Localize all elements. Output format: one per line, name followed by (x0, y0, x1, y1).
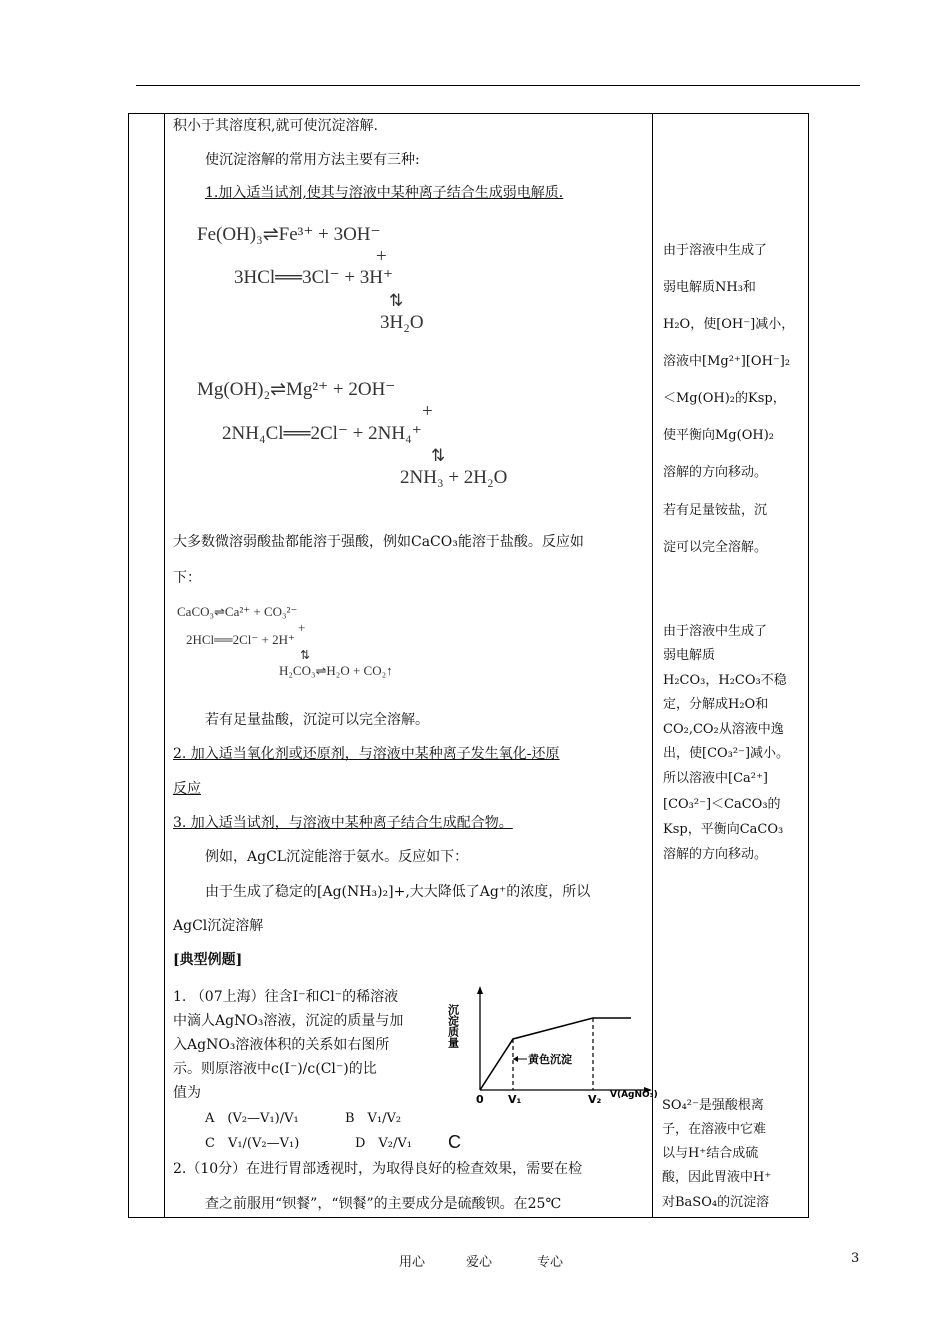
text-line: 由于生成了稳定的[Ag(NH₃)₂]+,大大降低了Ag⁺的浓度，所以 (205, 884, 591, 900)
v1-label: V₁ (508, 1093, 522, 1106)
question-line: 查之前服用“钡餐”，“钡餐”的主要成分是硫酸钡。在25℃ (205, 1196, 562, 1212)
question-line: 2.（10分）在进行胃部透视时，为取得良好的检查效果，需要在检 (173, 1161, 583, 1177)
method-3: 3. 加入适当试剂，与溶液中某种离子结合生成配合物。 (173, 815, 513, 831)
method-2: 2. 加入适当氧化剂或还原剂，与溶液中某种离子发生氧化-还原 (173, 746, 560, 762)
text-line: 使沉淀溶解的常用方法主要有三种: (205, 152, 420, 168)
question-line: 中滴人AgNO₃溶液，沉淀的质量与加 (173, 1013, 404, 1029)
text-line: 若有足量盐酸，沉淀可以完全溶解。 (205, 712, 429, 728)
v2-label: V₂ (588, 1093, 602, 1106)
y-axis-label: 沉淀质量 (446, 1004, 460, 1048)
footer-item: 专心 (537, 1255, 564, 1270)
option-b: B V₁/V₂ (345, 1111, 402, 1126)
question-line: 示。则原溶液中c(I⁻)/c(Cl⁻)的比 (173, 1061, 377, 1077)
answer-mark: C (448, 1132, 461, 1152)
x-axis-label: V(AgNO₃) (610, 1090, 658, 1100)
precipitate-chart (446, 984, 660, 1106)
text-line: 大多数微溶弱酸盐都能溶于强酸，例如CaCO₃能溶于盐酸。反应如 (173, 534, 584, 550)
footer-item: 用心 (399, 1255, 426, 1270)
question-line: 1. （07上海）往含I⁻和Cl⁻的稀溶液 (173, 989, 399, 1005)
text-line: 积小于其溶度积,就可使沉淀溶解. (173, 118, 378, 134)
option-c: C V₁/(V₂—V₁) (205, 1136, 300, 1151)
option-a: A (V₂—V₁)/V₁ (205, 1111, 299, 1126)
method-2-cont: 反应 (173, 781, 201, 797)
method-1: 1.加入适当试剂,使其与溶液中某种离子结合生成弱电解质. (205, 185, 564, 201)
text-line: AgCl沉淀溶解 (173, 918, 264, 934)
annotation-label: 黄色沉淀 (528, 1053, 572, 1066)
text-line: 下： (173, 570, 201, 586)
question-line: 值为 (173, 1085, 201, 1101)
header-rule (136, 85, 860, 86)
footer-item: 爱心 (466, 1255, 493, 1270)
section-heading: [典型例题] (173, 952, 243, 968)
origin-label: 0 (476, 1093, 484, 1106)
text-line: 例如，AgCL沉淀能溶于氨水。反应如下： (205, 849, 469, 865)
question-line: 入AgNO₃溶液体积的关系如右图所 (173, 1037, 390, 1053)
column-divider (164, 114, 165, 1217)
y-axis-arrow (477, 986, 483, 994)
annotation-arrow (513, 1056, 518, 1062)
page-number: 3 (851, 1251, 860, 1266)
option-d: D V₂/V₁ (355, 1136, 413, 1151)
